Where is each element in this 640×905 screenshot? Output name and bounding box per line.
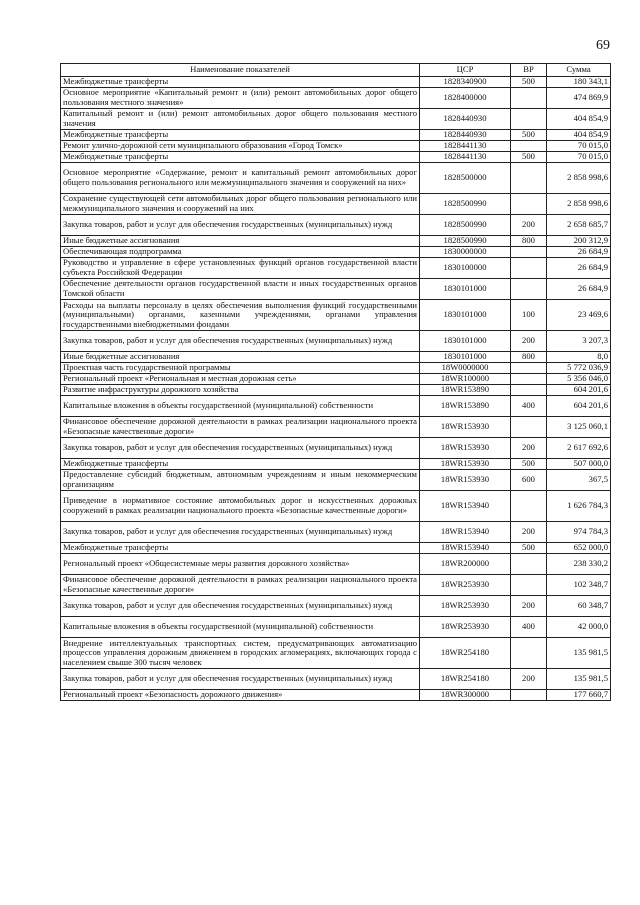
header-vr: ВР [511, 64, 547, 77]
row-vr-cell: 200 [511, 331, 547, 352]
table-row [61, 331, 611, 352]
table-row [61, 352, 611, 363]
row-vr-cell [511, 554, 547, 575]
row-vr-cell: 500 [511, 152, 547, 163]
row-sum-cell: 26 684,9 [547, 247, 611, 258]
row-name-cell: Проектная часть государственной программы [61, 363, 420, 374]
row-sum-cell: 5 356 046,0 [547, 374, 611, 385]
row-csr-cell: 18WR200000 [420, 554, 511, 575]
table-row [61, 690, 611, 701]
row-name-cell: Финансовое обеспечение дорожной деятельности в рамках реализации национального проекта «Безопасные качественные дороги» [61, 575, 420, 596]
row-vr-cell [511, 374, 547, 385]
row-name-cell: Иные бюджетные ассигнования [61, 352, 420, 363]
row-csr-cell: 1828400000 [420, 88, 511, 109]
row-csr-cell: 18WR153930 [420, 417, 511, 438]
row-csr-cell: 1828441130 [420, 141, 511, 152]
row-sum-cell: 102 348,7 [547, 575, 611, 596]
row-vr-cell: 200 [511, 215, 547, 236]
row-sum-cell: 23 469,6 [547, 300, 611, 331]
row-name-cell: Закупка товаров, работ и услуг для обеспечения государственных (муниципальных) нужд [61, 331, 420, 352]
table-row [61, 638, 611, 669]
table-row [61, 522, 611, 543]
row-vr-cell: 500 [511, 77, 547, 88]
row-sum-cell: 604 201,6 [547, 396, 611, 417]
row-vr-cell [511, 194, 547, 215]
table-row [61, 438, 611, 459]
table-row [61, 491, 611, 522]
row-vr-cell [511, 638, 547, 669]
row-csr-cell: 18WR153890 [420, 396, 511, 417]
row-vr-cell [511, 690, 547, 701]
row-sum-cell: 2 617 692,6 [547, 438, 611, 459]
table-row [61, 669, 611, 690]
row-vr-cell [511, 417, 547, 438]
table-header [61, 64, 611, 77]
table-row [61, 617, 611, 638]
table-row [61, 88, 611, 109]
row-vr-cell: 500 [511, 543, 547, 554]
row-name-cell: Закупка товаров, работ и услуг для обеспечения государственных (муниципальных) нужд [61, 522, 420, 543]
header-name: Наименование показателей [61, 64, 420, 77]
row-name-cell: Руководство и управление в сфере установленных функций органов государственной власти субъекта Российской Федерации [61, 258, 420, 279]
row-csr-cell: 1830101000 [420, 300, 511, 331]
row-sum-cell: 404 854,9 [547, 109, 611, 130]
row-sum-cell: 974 784,3 [547, 522, 611, 543]
row-name-cell: Капитальные вложения в объекты государственной (муниципальной) собственности [61, 396, 420, 417]
table-row [61, 374, 611, 385]
row-vr-cell [511, 88, 547, 109]
row-sum-cell: 180 343,1 [547, 77, 611, 88]
row-csr-cell: 18WR253930 [420, 596, 511, 617]
row-sum-cell: 507 000,0 [547, 459, 611, 470]
row-sum-cell: 2 858 998,6 [547, 194, 611, 215]
table-row [61, 417, 611, 438]
row-vr-cell [511, 575, 547, 596]
row-sum-cell: 135 981,5 [547, 669, 611, 690]
row-sum-cell: 200 312,9 [547, 236, 611, 247]
row-name-cell: Закупка товаров, работ и услуг для обеспечения государственных (муниципальных) нужд [61, 438, 420, 459]
table-row [61, 194, 611, 215]
table-row [61, 385, 611, 396]
row-name-cell: Обеспечение деятельности органов государственной власти и иных государственных органов Томской области [61, 279, 420, 300]
row-name-cell: Расходы на выплаты персоналу в целях обеспечения выполнения функций государственными (муниципальными) органами, казенными учреждениями, органами управления государственными внебюджетными фондами [61, 300, 420, 331]
row-csr-cell: 18WR254180 [420, 669, 511, 690]
row-name-cell: Межбюджетные трансферты [61, 77, 420, 88]
row-sum-cell: 652 000,0 [547, 543, 611, 554]
row-sum-cell: 5 772 036,9 [547, 363, 611, 374]
row-name-cell: Региональный проект «Безопасность дорожного движения» [61, 690, 420, 701]
row-name-cell: Межбюджетные трансферты [61, 152, 420, 163]
row-name-cell: Региональный проект «Региональная и местная дорожная сеть» [61, 374, 420, 385]
table-row [61, 77, 611, 88]
row-sum-cell: 3 125 060,1 [547, 417, 611, 438]
row-vr-cell [511, 491, 547, 522]
row-name-cell: Внедрение интеллектуальных транспортных систем, предусматривающих автоматизацию процессов управления дорожным движением в городских агломерациях, включающих города с населением свыше 300 тысяч человек [61, 638, 420, 669]
row-name-cell: Финансовое обеспечение дорожной деятельности в рамках реализации национального проекта «Безопасные качественные дороги» [61, 417, 420, 438]
row-sum-cell: 26 684,9 [547, 279, 611, 300]
row-csr-cell: 18WR300000 [420, 690, 511, 701]
row-vr-cell: 400 [511, 617, 547, 638]
row-name-cell: Основное мероприятие «Капитальный ремонт и (или) ремонт автомобильных дорог общего пользования местного значения» [61, 88, 420, 109]
row-csr-cell: 1828500990 [420, 194, 511, 215]
row-csr-cell: 18WR153940 [420, 522, 511, 543]
row-csr-cell: 18WR253930 [420, 575, 511, 596]
row-sum-cell: 2 658 685,7 [547, 215, 611, 236]
row-csr-cell: 18WR153930 [420, 438, 511, 459]
row-sum-cell: 177 660,7 [547, 690, 611, 701]
row-vr-cell: 400 [511, 396, 547, 417]
table-row [61, 300, 611, 331]
row-vr-cell: 500 [511, 130, 547, 141]
row-name-cell: Развитие инфраструктуры дорожного хозяйства [61, 385, 420, 396]
row-vr-cell [511, 385, 547, 396]
row-name-cell: Ремонт улично-дорожной сети муниципального образования «Город Томск» [61, 141, 420, 152]
row-csr-cell: 18WR253930 [420, 617, 511, 638]
row-name-cell: Предоставление субсидий бюджетным, автономным учреждениям и иным некоммерческим организациям [61, 470, 420, 491]
row-vr-cell [511, 247, 547, 258]
row-sum-cell: 1 626 784,3 [547, 491, 611, 522]
row-csr-cell: 1828340900 [420, 77, 511, 88]
row-sum-cell: 42 000,0 [547, 617, 611, 638]
row-csr-cell: 1828440930 [420, 109, 511, 130]
row-csr-cell: 1828440930 [420, 130, 511, 141]
table-row [61, 236, 611, 247]
row-vr-cell [511, 363, 547, 374]
row-csr-cell: 18WR254180 [420, 638, 511, 669]
table-row [61, 363, 611, 374]
table-row [61, 141, 611, 152]
row-name-cell: Сохранение существующей сети автомобильных дорог общего пользования регионального или межмуниципального значения и сооружений на них [61, 194, 420, 215]
table-row [61, 152, 611, 163]
table-row [61, 163, 611, 194]
row-name-cell: Основное мероприятие «Содержание, ремонт и капитальный ремонт автомобильных дорог общего пользования регионального или межмуниципального значения и сооружений на них» [61, 163, 420, 194]
table-row [61, 554, 611, 575]
table-row [61, 247, 611, 258]
row-csr-cell: 1830000000 [420, 247, 511, 258]
row-name-cell: Обеспечивающая подпрограмма [61, 247, 420, 258]
row-csr-cell: 18WR100000 [420, 374, 511, 385]
row-sum-cell: 474 869,9 [547, 88, 611, 109]
row-vr-cell [511, 109, 547, 130]
row-sum-cell: 238 330,2 [547, 554, 611, 575]
row-name-cell: Закупка товаров, работ и услуг для обеспечения государственных (муниципальных) нужд [61, 596, 420, 617]
table-row [61, 543, 611, 554]
table-row [61, 575, 611, 596]
row-csr-cell: 18WR153940 [420, 543, 511, 554]
row-sum-cell: 404 854,9 [547, 130, 611, 141]
row-csr-cell: 1828500990 [420, 236, 511, 247]
table-row [61, 109, 611, 130]
row-sum-cell: 135 981,5 [547, 638, 611, 669]
table-row [61, 215, 611, 236]
budget-table [60, 63, 611, 701]
row-sum-cell: 60 348,7 [547, 596, 611, 617]
row-csr-cell: 1830100000 [420, 258, 511, 279]
row-csr-cell: 1828500000 [420, 163, 511, 194]
row-vr-cell: 800 [511, 236, 547, 247]
row-sum-cell: 26 684,9 [547, 258, 611, 279]
row-vr-cell [511, 258, 547, 279]
table-row [61, 459, 611, 470]
row-csr-cell: 18W0000000 [420, 363, 511, 374]
table-body [61, 77, 611, 701]
row-name-cell: Капитальные вложения в объекты государственной (муниципальной) собственности [61, 617, 420, 638]
table-row [61, 596, 611, 617]
row-csr-cell: 18WR153890 [420, 385, 511, 396]
row-sum-cell: 3 207,3 [547, 331, 611, 352]
row-name-cell: Приведение в нормативное состояние автомобильных дорог и искусственных дорожных сооружений в рамках реализации национального проекта «Безопасные качественные дороги» [61, 491, 420, 522]
row-sum-cell: 2 858 998,6 [547, 163, 611, 194]
row-sum-cell: 70 015,0 [547, 141, 611, 152]
row-vr-cell: 200 [511, 522, 547, 543]
table-row [61, 130, 611, 141]
row-vr-cell: 200 [511, 669, 547, 690]
row-vr-cell: 500 [511, 459, 547, 470]
row-name-cell: Региональный проект «Общесистемные меры развития дорожного хозяйства» [61, 554, 420, 575]
row-csr-cell: 1828500990 [420, 215, 511, 236]
row-name-cell: Закупка товаров, работ и услуг для обеспечения государственных (муниципальных) нужд [61, 669, 420, 690]
row-csr-cell: 18WR153930 [420, 459, 511, 470]
header-sum: Сумма [547, 64, 611, 77]
row-csr-cell: 1828441130 [420, 152, 511, 163]
row-vr-cell: 100 [511, 300, 547, 331]
table-row [61, 258, 611, 279]
row-vr-cell: 800 [511, 352, 547, 363]
table-row [61, 279, 611, 300]
row-name-cell: Межбюджетные трансферты [61, 130, 420, 141]
row-csr-cell: 1830101000 [420, 352, 511, 363]
row-vr-cell [511, 279, 547, 300]
table-row [61, 396, 611, 417]
row-csr-cell: 18WR153940 [420, 491, 511, 522]
row-name-cell: Межбюджетные трансферты [61, 459, 420, 470]
row-csr-cell: 1830101000 [420, 279, 511, 300]
row-csr-cell: 18WR153930 [420, 470, 511, 491]
row-vr-cell: 200 [511, 596, 547, 617]
row-name-cell: Иные бюджетные ассигнования [61, 236, 420, 247]
row-vr-cell [511, 141, 547, 152]
row-sum-cell: 70 015,0 [547, 152, 611, 163]
page-number: 69 [596, 38, 610, 53]
row-sum-cell: 367,5 [547, 470, 611, 491]
table-row [61, 470, 611, 491]
row-name-cell: Межбюджетные трансферты [61, 543, 420, 554]
row-sum-cell: 8,0 [547, 352, 611, 363]
row-csr-cell: 1830101000 [420, 331, 511, 352]
row-name-cell: Закупка товаров, работ и услуг для обеспечения государственных (муниципальных) нужд [61, 215, 420, 236]
row-vr-cell: 600 [511, 470, 547, 491]
row-vr-cell: 200 [511, 438, 547, 459]
header-csr: ЦСР [420, 64, 511, 77]
row-name-cell: Капитальный ремонт и (или) ремонт автомобильных дорог общего пользования местного значения [61, 109, 420, 130]
row-sum-cell: 604 201,6 [547, 385, 611, 396]
row-vr-cell [511, 163, 547, 194]
